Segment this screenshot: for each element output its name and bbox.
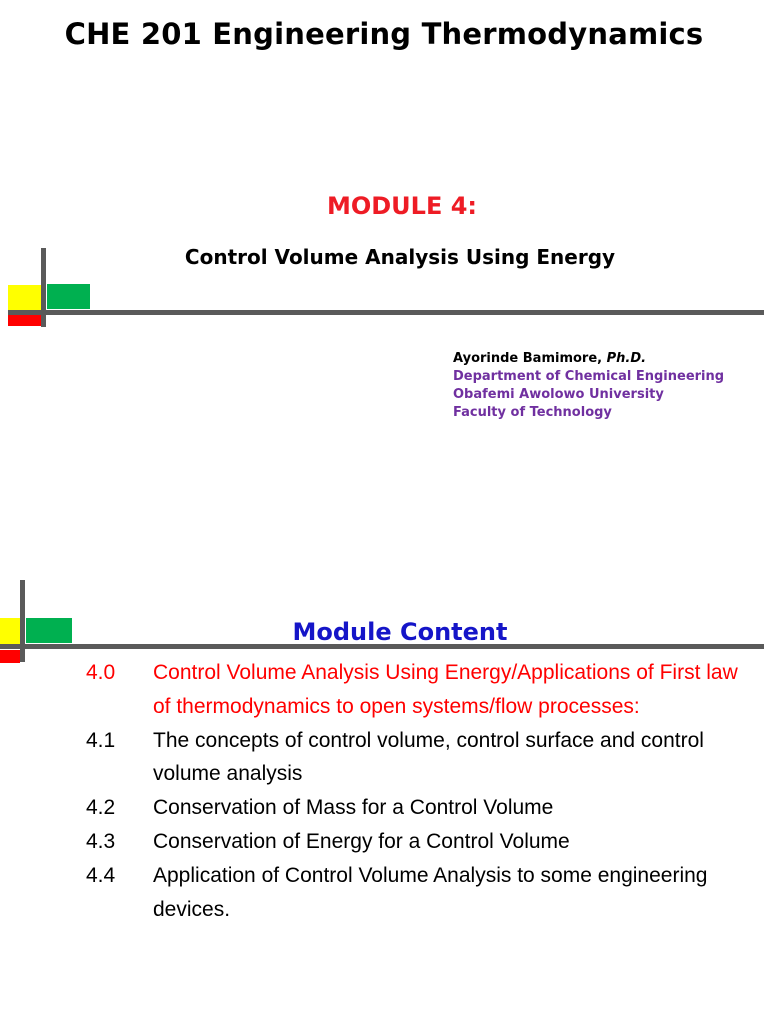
green-square — [47, 284, 90, 309]
course-title: CHE 201 Engineering Thermodynamics — [64, 17, 704, 51]
content-item-4-1 — [86, 724, 756, 792]
content-item-text: The concepts of control volume, control surface and control volume analysis — [153, 728, 704, 786]
module-content-heading: Module Content — [292, 618, 508, 646]
red-square — [0, 650, 20, 663]
content-item-number: 4.3 — [86, 829, 116, 853]
content-item-number: 4.2 — [86, 796, 116, 820]
content-item-text: Application of Control Volume Analysis to some engineering devices. — [153, 863, 708, 921]
yellow-square — [8, 285, 42, 311]
content-item-4-4 — [86, 859, 756, 927]
content-item-text: Conservation of Energy for a Control Volume — [153, 829, 570, 853]
module-subtitle: Control Volume Analysis Using Energy — [184, 245, 616, 269]
affiliation-university: Obafemi Awolowo University — [453, 387, 664, 402]
affiliation-faculty: Faculty of Technology — [453, 405, 612, 420]
content-item-number: 4.0 — [86, 661, 116, 684]
module-content-list — [86, 656, 756, 926]
author-block — [453, 350, 724, 422]
vertical-rule — [41, 248, 46, 327]
content-item-4-0 — [86, 656, 756, 724]
content-item-text: Conservation of Mass for a Control Volume — [153, 796, 554, 820]
horizontal-rule — [8, 310, 764, 315]
author-name — [453, 350, 724, 368]
author-degree: Ph.D. — [606, 351, 647, 366]
content-item-number: 4.4 — [86, 863, 116, 887]
content-item-4-2 — [86, 791, 756, 825]
content-item-4-3 — [86, 825, 756, 859]
content-item-text: Control Volume Analysis Using Energy/Applications of First law of thermodynamics to open systems/flow processes: — [153, 661, 738, 718]
red-square — [8, 315, 42, 326]
module-heading: MODULE 4: — [326, 192, 478, 220]
affiliation-department: Department of Chemical Engineering — [453, 369, 725, 384]
slide1-decoration — [0, 0, 768, 340]
author-name-text: Ayorinde Bamimore, — [453, 351, 603, 366]
content-item-number: 4.1 — [86, 728, 116, 752]
